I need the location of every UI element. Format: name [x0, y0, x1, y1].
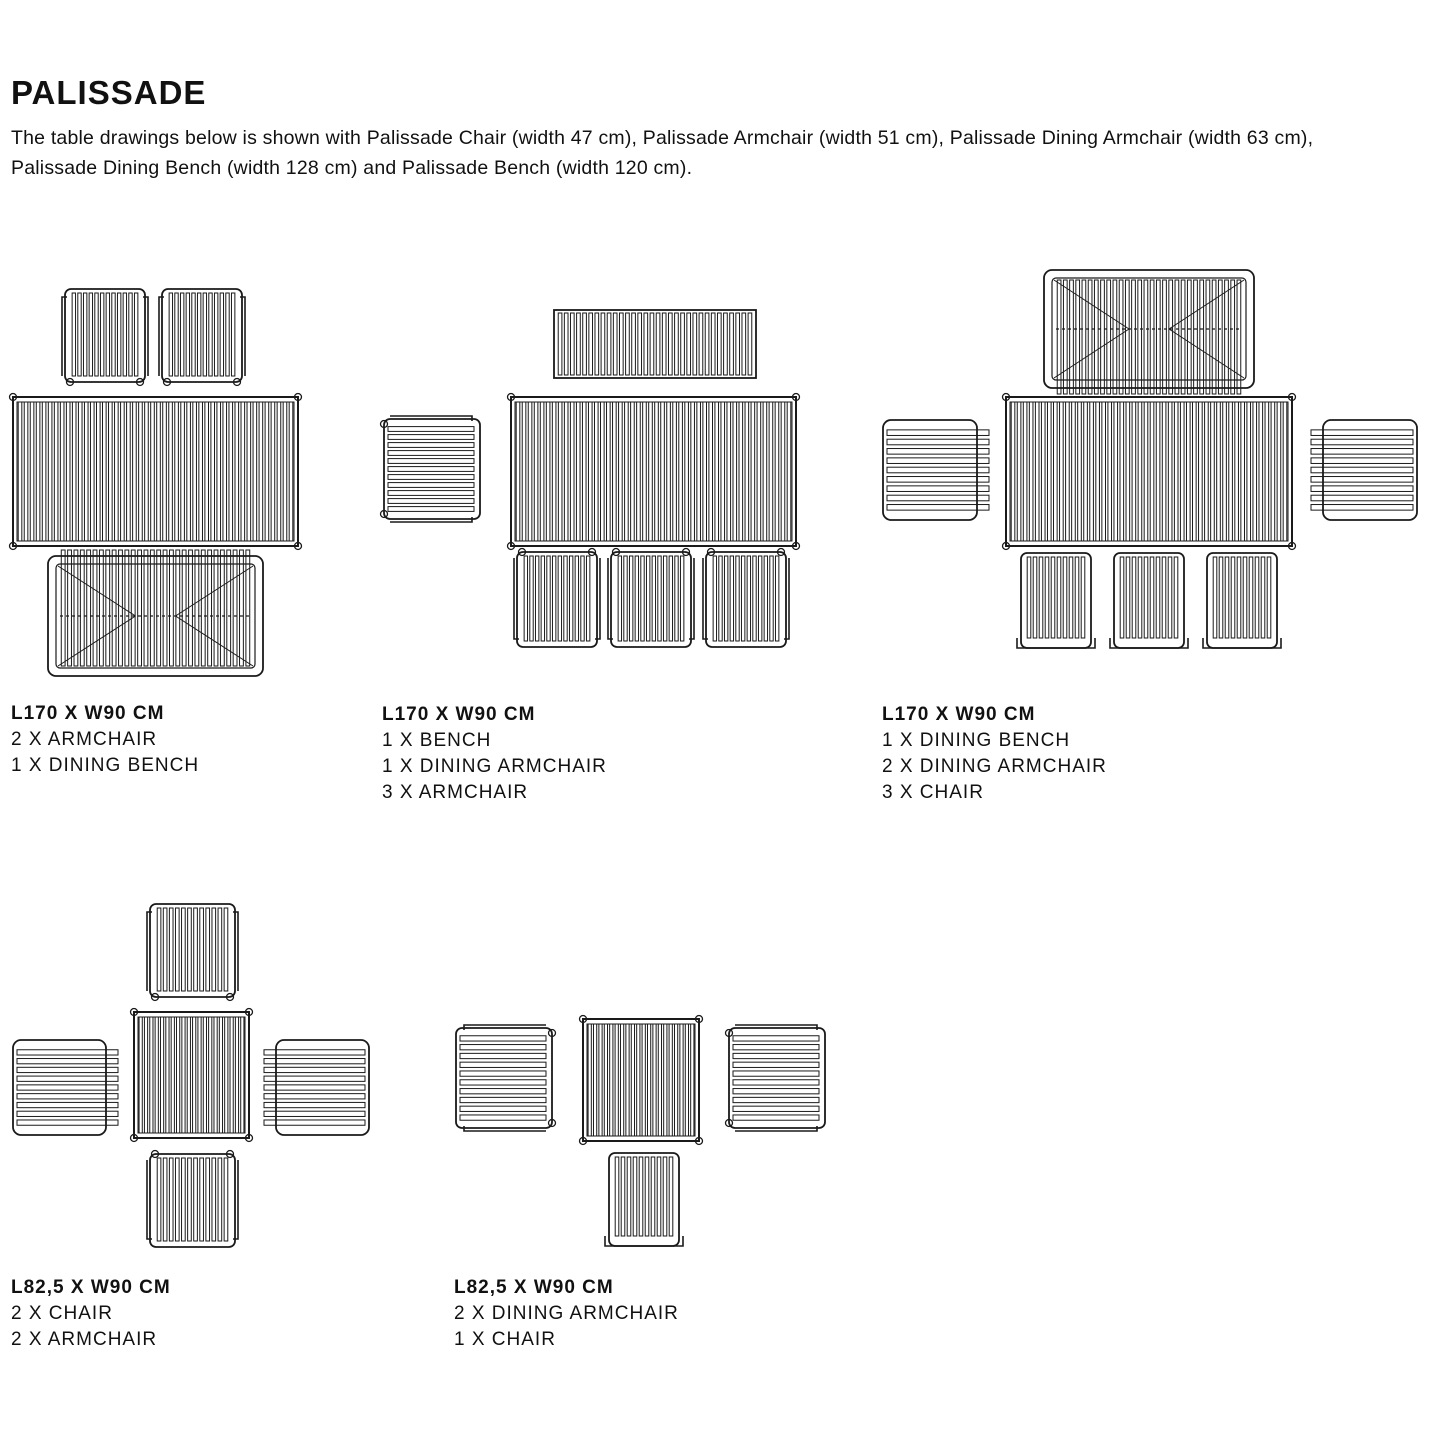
armchair — [62, 289, 148, 386]
config-size: L82,5 X W90 CM — [11, 1277, 171, 1298]
config-size: L170 X W90 CM — [11, 703, 165, 724]
page-title: PALISSADE — [11, 74, 207, 111]
side-chair — [1203, 553, 1281, 648]
config-item: 1 X BENCH — [382, 730, 492, 751]
config-1-drawing — [10, 289, 302, 676]
config-size: L170 X W90 CM — [882, 704, 1036, 725]
armchair — [147, 1151, 238, 1248]
config-item: 2 X DINING ARMCHAIR — [454, 1303, 679, 1324]
table — [508, 394, 800, 550]
side-chair — [605, 1153, 683, 1246]
config-5-drawing — [456, 1016, 825, 1247]
config-caption-4 — [11, 1275, 171, 1353]
armchair — [703, 549, 789, 648]
config-item: 1 X DINING ARMCHAIR — [382, 756, 607, 777]
config-2-drawing — [381, 310, 800, 647]
config-item: 1 X DINING BENCH — [882, 730, 1071, 751]
side-chair — [1110, 553, 1188, 648]
config-item: 2 X ARMCHAIR — [11, 1329, 158, 1350]
config-4-drawing — [13, 904, 369, 1247]
armchair — [147, 904, 238, 1001]
config-item: 3 X CHAIR — [882, 782, 984, 803]
table — [131, 1009, 253, 1142]
armchair — [159, 289, 245, 386]
config-caption-5 — [454, 1275, 679, 1353]
config-3-drawing — [883, 270, 1417, 648]
side-chair — [1311, 420, 1417, 520]
side-chair — [1017, 553, 1095, 648]
config-caption-2 — [382, 702, 607, 806]
config-item: 3 X ARMCHAIR — [382, 782, 529, 803]
dining-bench — [1044, 270, 1254, 394]
config-item: 2 X ARMCHAIR — [11, 729, 158, 750]
side-chair — [264, 1040, 369, 1135]
armchair — [726, 1025, 826, 1131]
bench — [554, 310, 756, 378]
config-size: L82,5 X W90 CM — [454, 1277, 614, 1298]
config-size: L170 X W90 CM — [382, 704, 536, 725]
armchair — [608, 549, 694, 648]
side-chair — [883, 420, 989, 520]
armchair — [381, 416, 481, 522]
page-description: The table drawings below is shown with Palissade Chair (width 47 cm), Palissade Armchair (width 51 cm), Palissade Dining Armchair (width 63 cm), Palissade Dining Bench (width 128 cm) and Palissade Bench (width 120 cm). — [11, 127, 1314, 179]
config-item: 1 X DINING BENCH — [11, 755, 200, 776]
config-caption-3 — [882, 702, 1107, 806]
config-caption-1 — [11, 701, 199, 779]
table — [580, 1016, 703, 1145]
config-item: 1 X CHAIR — [454, 1329, 556, 1350]
dining-bench — [48, 550, 263, 676]
armchair — [514, 549, 600, 648]
config-item: 2 X CHAIR — [11, 1303, 113, 1324]
config-item: 2 X DINING ARMCHAIR — [882, 756, 1107, 777]
table — [1003, 394, 1296, 550]
side-chair — [13, 1040, 118, 1135]
table — [10, 394, 302, 550]
armchair — [456, 1025, 556, 1131]
